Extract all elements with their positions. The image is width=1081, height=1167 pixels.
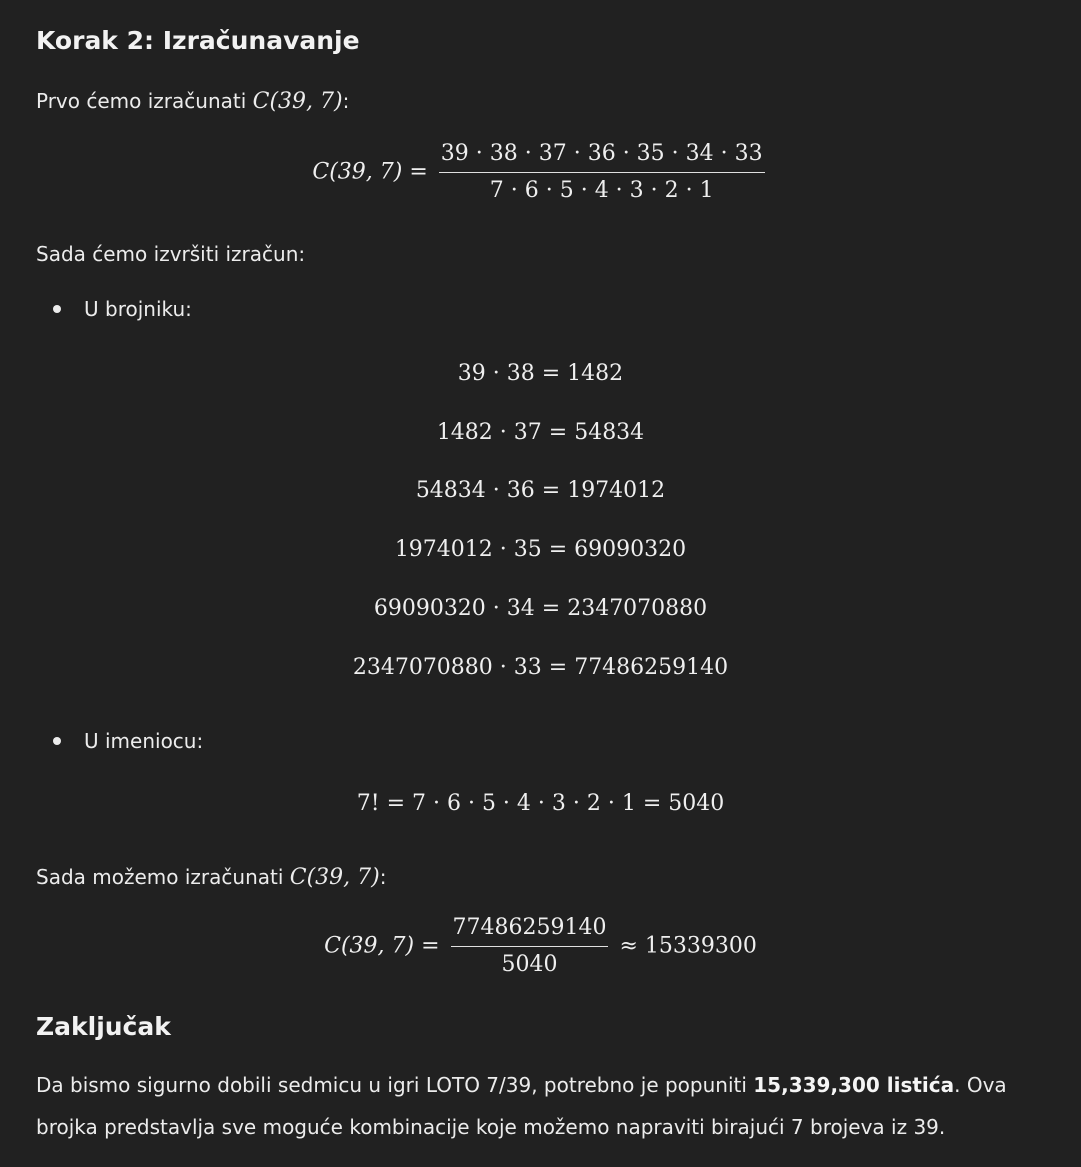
formula-main-fraction bbox=[439, 140, 765, 205]
formula-final-rhs: ≈ 15339300 bbox=[619, 933, 757, 959]
conclusion-text-a: Da bismo sigurno dobili sedmicu u igri LOTO 7/39, potrebno je popuniti bbox=[36, 1073, 754, 1097]
formula-final-fraction bbox=[451, 914, 609, 979]
formula-final-numerator: 77486259140 bbox=[451, 914, 609, 947]
final-intro-paragraph bbox=[36, 856, 386, 899]
numerator-step-2: 1482 · 37 = 54834 bbox=[436, 420, 645, 445]
final-intro-math: C(39, 7) bbox=[289, 865, 380, 890]
formula-main-lhs: C(39, 7) = bbox=[312, 159, 428, 185]
conclusion-text-b: . Ova bbox=[954, 1073, 1007, 1097]
conclusion-line-2: brojka predstavlja sve moguće kombinacije koje možemo napraviti birajući 7 brojeva iz 39. bbox=[36, 1115, 946, 1139]
formula-final bbox=[0, 914, 1081, 979]
formula-main-numerator: 39 · 38 · 37 · 36 · 35 · 34 · 33 bbox=[439, 140, 765, 173]
numerator-step-5: 69090320 · 34 = 2347070880 bbox=[373, 596, 708, 621]
final-intro-colon: : bbox=[379, 865, 387, 889]
formula-main-denominator: 7 · 6 · 5 · 4 · 3 · 2 · 1 bbox=[489, 178, 714, 203]
final-intro-text: Sada možemo izračunati bbox=[36, 865, 290, 889]
bullet-numerator bbox=[53, 305, 61, 313]
conclusion-highlight: 15,339,300 listića bbox=[753, 1073, 955, 1097]
intro-colon: : bbox=[342, 89, 350, 113]
formula-final-lhs: C(39, 7) = bbox=[324, 933, 440, 959]
intro-text: Prvo ćemo izračunati bbox=[36, 89, 253, 113]
numerator-label: U brojniku: bbox=[84, 297, 192, 321]
conclusion-line-1 bbox=[36, 1064, 1007, 1106]
bullet-denominator bbox=[53, 737, 61, 745]
step-heading: Korak 2: Izračunavanje bbox=[36, 26, 360, 55]
denominator-label: U imeniocu: bbox=[84, 729, 204, 753]
numerator-step-3: 54834 · 36 = 1974012 bbox=[415, 478, 666, 503]
compute-intro: Sada ćemo izvršiti izračun: bbox=[36, 242, 306, 266]
intro-paragraph bbox=[36, 80, 349, 123]
numerator-step-6: 2347070880 · 33 = 77486259140 bbox=[352, 655, 729, 680]
numerator-step-1: 39 · 38 = 1482 bbox=[457, 361, 624, 386]
numerator-step-4: 1974012 · 35 = 69090320 bbox=[394, 537, 687, 562]
conclusion-heading: Zaključak bbox=[36, 1012, 171, 1041]
denominator-formula: 7! = 7 · 6 · 5 · 4 · 3 · 2 · 1 = 5040 bbox=[356, 791, 725, 816]
formula-main bbox=[0, 140, 1081, 205]
intro-math: C(39, 7) bbox=[252, 89, 343, 114]
formula-final-denominator: 5040 bbox=[501, 952, 558, 977]
